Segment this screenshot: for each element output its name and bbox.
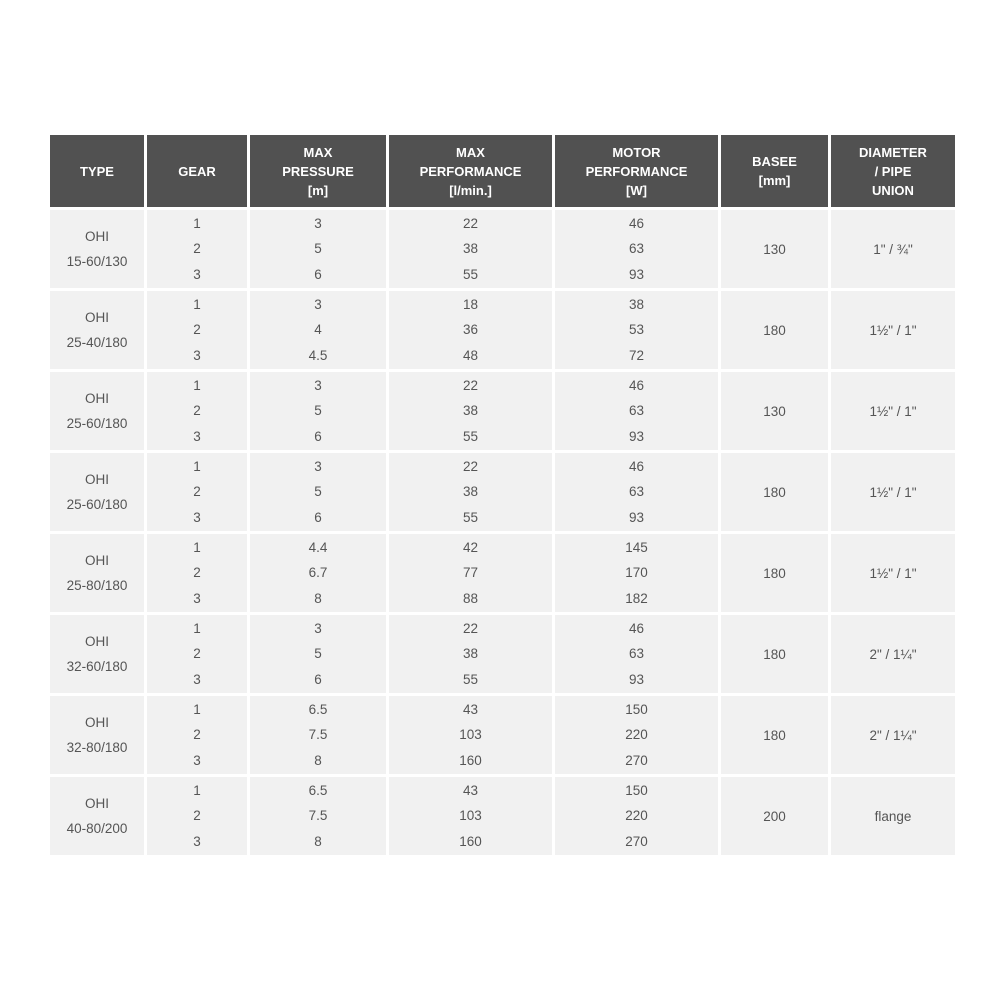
table-row (50, 777, 955, 855)
pressure-cell-value: 7.5 (308, 727, 328, 743)
gear-cell-value: 3 (193, 266, 201, 282)
motor-cell-value: 93 (628, 671, 645, 687)
pressure-cell-value: 8 (314, 590, 322, 606)
header-line: BASEE (752, 154, 797, 169)
performance-cell-value: 160 (459, 752, 482, 768)
header-max-performance (389, 135, 552, 207)
performance-cell-value: 38 (462, 646, 479, 662)
performance-cell-value: 38 (462, 241, 479, 257)
type-cell (50, 777, 144, 855)
table-row (50, 372, 955, 450)
type-cell-value: OHI (84, 229, 109, 244)
diameter-cell: 1½" / 1" (831, 291, 955, 369)
pressure-cell (250, 615, 386, 693)
performance-cell (389, 453, 552, 531)
motor-cell-value: 72 (628, 347, 645, 363)
motor-cell (555, 291, 718, 369)
motor-cell-value: 38 (628, 296, 645, 312)
performance-cell-value: 55 (462, 266, 479, 282)
motor-cell-value: 170 (625, 565, 648, 581)
performance-cell-value: 48 (462, 347, 479, 363)
gear-cell-value: 1 (193, 296, 201, 312)
pressure-cell (250, 210, 386, 288)
gear-cell (147, 291, 247, 369)
type-cell (50, 615, 144, 693)
performance-cell-value: 55 (462, 671, 479, 687)
header-type (50, 135, 144, 207)
type-cell-value: OHI (84, 715, 109, 730)
header-line: MOTOR (612, 144, 661, 160)
type-cell-value: OHI (84, 553, 109, 568)
motor-cell-value: 93 (628, 428, 645, 444)
performance-cell-value: 22 (462, 458, 479, 474)
header-line: TYPE (80, 163, 114, 179)
performance-cell-value: 38 (462, 403, 479, 419)
gear-cell-value: 2 (193, 565, 201, 581)
performance-cell-value: 103 (459, 727, 482, 743)
performance-cell-value: 77 (462, 565, 479, 581)
header-line: PERFORMANCE (585, 163, 688, 179)
type-cell (50, 453, 144, 531)
header-motor-performance (555, 135, 718, 207)
pressure-cell-value: 6 (314, 671, 322, 687)
performance-cell-value: 55 (462, 509, 479, 525)
header-line: MAX (303, 144, 333, 160)
pressure-cell-value: 4.5 (308, 347, 328, 363)
motor-cell-value: 150 (625, 701, 648, 717)
type-cell-value: 25-60/180 (66, 497, 128, 512)
table-row (50, 453, 955, 531)
type-cell-value: OHI (84, 472, 109, 487)
performance-cell (389, 777, 552, 855)
pressure-cell (250, 372, 386, 450)
gear-cell (147, 453, 247, 531)
pressure-cell-value: 6 (314, 509, 322, 525)
motor-cell-value: 93 (628, 266, 645, 282)
diameter-cell: 1½" / 1" (831, 534, 955, 612)
type-cell (50, 372, 144, 450)
type-cell-value: 32-60/180 (66, 659, 128, 674)
motor-cell-value: 220 (625, 808, 648, 824)
pressure-cell-value: 3 (314, 215, 322, 231)
pressure-cell-value: 5 (314, 403, 322, 419)
performance-cell-value: 22 (462, 215, 479, 231)
pressure-cell (250, 777, 386, 855)
table-row (50, 534, 955, 612)
header-line: [mm] (758, 173, 791, 188)
performance-cell-value: 22 (462, 620, 479, 636)
pressure-cell-value: 3 (314, 296, 322, 312)
performance-cell-value: 18 (462, 296, 479, 312)
motor-cell (555, 372, 718, 450)
header-line: DIAMETER (859, 144, 927, 160)
pressure-cell (250, 453, 386, 531)
type-cell-value: OHI (84, 391, 109, 406)
type-cell (50, 534, 144, 612)
pressure-cell-value: 6 (314, 428, 322, 444)
type-cell-value: 25-60/180 (66, 416, 128, 431)
gear-cell-value: 3 (193, 347, 201, 363)
diameter-cell: 2" / 1¼" (831, 615, 955, 693)
header-line: [m] (307, 182, 329, 198)
header-line: UNION (872, 182, 914, 198)
pressure-cell-value: 4.4 (308, 539, 328, 555)
gear-cell-value: 1 (193, 620, 201, 636)
motor-cell (555, 210, 718, 288)
gear-cell-value: 3 (193, 590, 201, 606)
pressure-cell-value: 5 (314, 241, 322, 257)
pressure-cell (250, 696, 386, 774)
motor-cell-value: 182 (625, 590, 648, 606)
performance-cell-value: 42 (462, 539, 479, 555)
performance-cell-value: 43 (462, 782, 479, 798)
diameter-cell: 1½" / 1" (831, 372, 955, 450)
header-line: [W] (626, 182, 647, 198)
performance-cell (389, 372, 552, 450)
pressure-cell-value: 3 (314, 620, 322, 636)
type-cell (50, 291, 144, 369)
diameter-cell: 1" / ¾" (831, 210, 955, 288)
gear-cell-value: 2 (193, 322, 201, 338)
type-cell-value: 40-80/200 (66, 821, 128, 836)
performance-cell (389, 534, 552, 612)
diameter-cell: flange (831, 777, 955, 855)
gear-cell-value: 3 (193, 833, 201, 849)
pressure-cell-value: 3 (314, 458, 322, 474)
motor-cell-value: 46 (628, 620, 645, 636)
pressure-cell-value: 3 (314, 377, 322, 393)
pressure-cell (250, 291, 386, 369)
type-cell-value: OHI (84, 796, 109, 811)
type-cell-value: 15-60/130 (66, 254, 128, 269)
pressure-cell-value: 5 (314, 484, 322, 500)
gear-cell (147, 615, 247, 693)
header-max-pressure (250, 135, 386, 207)
motor-cell-value: 63 (628, 403, 645, 419)
motor-cell-value: 270 (625, 752, 648, 768)
header-base (721, 135, 828, 207)
base-cell: 180 (721, 615, 828, 693)
type-cell-value: 25-80/180 (66, 578, 128, 593)
table-row (50, 615, 955, 693)
type-cell (50, 696, 144, 774)
gear-cell-value: 3 (193, 428, 201, 444)
gear-cell (147, 372, 247, 450)
diameter-cell: 2" / 1¼" (831, 696, 955, 774)
motor-cell-value: 63 (628, 241, 645, 257)
motor-cell (555, 615, 718, 693)
motor-cell-value: 150 (625, 782, 648, 798)
motor-cell-value: 63 (628, 646, 645, 662)
pressure-cell-value: 7.5 (308, 808, 328, 824)
motor-cell-value: 93 (628, 509, 645, 525)
header-line: / PIPE (874, 163, 912, 179)
gear-cell-value: 1 (193, 458, 201, 474)
performance-cell (389, 615, 552, 693)
performance-cell (389, 210, 552, 288)
header-line: [l/min.] (449, 182, 492, 198)
gear-cell (147, 534, 247, 612)
gear-cell (147, 696, 247, 774)
pressure-cell-value: 6 (314, 266, 322, 282)
gear-cell-value: 1 (193, 701, 201, 717)
gear-cell-value: 2 (193, 646, 201, 662)
pressure-cell-value: 6.5 (308, 782, 328, 798)
performance-cell-value: 38 (462, 484, 479, 500)
motor-cell (555, 534, 718, 612)
table-row (50, 696, 955, 774)
table-row (50, 210, 955, 288)
gear-cell-value: 3 (193, 752, 201, 768)
pressure-cell-value: 6.5 (308, 701, 328, 717)
performance-cell-value: 43 (462, 701, 479, 717)
motor-cell-value: 63 (628, 484, 645, 500)
header-line: PRESSURE (282, 163, 354, 179)
performance-cell-value: 22 (462, 377, 479, 393)
base-cell: 180 (721, 291, 828, 369)
gear-cell-value: 2 (193, 484, 201, 500)
motor-cell (555, 777, 718, 855)
pressure-cell-value: 6.7 (308, 565, 328, 581)
pressure-cell-value: 8 (314, 752, 322, 768)
base-cell: 130 (721, 210, 828, 288)
gear-cell (147, 210, 247, 288)
performance-cell-value: 103 (459, 808, 482, 824)
gear-cell-value: 3 (193, 509, 201, 525)
motor-cell-value: 46 (628, 377, 645, 393)
type-cell-value: OHI (84, 634, 109, 649)
header-gear (147, 135, 247, 207)
header-line: MAX (456, 144, 485, 160)
gear-cell-value: 2 (193, 241, 201, 257)
motor-cell (555, 453, 718, 531)
base-cell: 180 (721, 534, 828, 612)
motor-cell-value: 46 (628, 458, 645, 474)
pressure-cell (250, 534, 386, 612)
performance-cell (389, 291, 552, 369)
base-cell: 180 (721, 696, 828, 774)
base-cell: 200 (721, 777, 828, 855)
motor-cell (555, 696, 718, 774)
performance-cell-value: 88 (462, 590, 479, 606)
pressure-cell-value: 4 (314, 322, 322, 338)
table-row (50, 291, 955, 369)
gear-cell-value: 2 (193, 808, 201, 824)
gear-cell-value: 1 (193, 377, 201, 393)
performance-cell (389, 696, 552, 774)
diameter-cell: 1½" / 1" (831, 453, 955, 531)
header-row (50, 135, 955, 207)
motor-cell-value: 145 (625, 539, 648, 555)
motor-cell-value: 270 (625, 833, 648, 849)
pump-spec-table (47, 132, 958, 858)
motor-cell-value: 46 (628, 215, 645, 231)
type-cell-value: OHI (84, 310, 109, 325)
header-line: PERFORMANCE (419, 163, 522, 179)
type-cell (50, 210, 144, 288)
gear-cell-value: 2 (193, 403, 201, 419)
performance-cell-value: 160 (459, 833, 482, 849)
header-diameter (831, 135, 955, 207)
motor-cell-value: 220 (625, 727, 648, 743)
gear-cell (147, 777, 247, 855)
pressure-cell-value: 5 (314, 646, 322, 662)
type-cell-value: 32-80/180 (66, 740, 128, 755)
motor-cell-value: 53 (628, 322, 645, 338)
gear-cell-value: 1 (193, 215, 201, 231)
gear-cell-value: 3 (193, 671, 201, 687)
header-line: GEAR (178, 163, 216, 179)
performance-cell-value: 36 (462, 322, 479, 338)
base-cell: 180 (721, 453, 828, 531)
type-cell-value: 25-40/180 (66, 335, 128, 350)
performance-cell-value: 55 (462, 428, 479, 444)
table-body (50, 210, 955, 855)
gear-cell-value: 2 (193, 727, 201, 743)
gear-cell-value: 1 (193, 539, 201, 555)
base-cell: 130 (721, 372, 828, 450)
gear-cell-value: 1 (193, 782, 201, 798)
pressure-cell-value: 8 (314, 833, 322, 849)
